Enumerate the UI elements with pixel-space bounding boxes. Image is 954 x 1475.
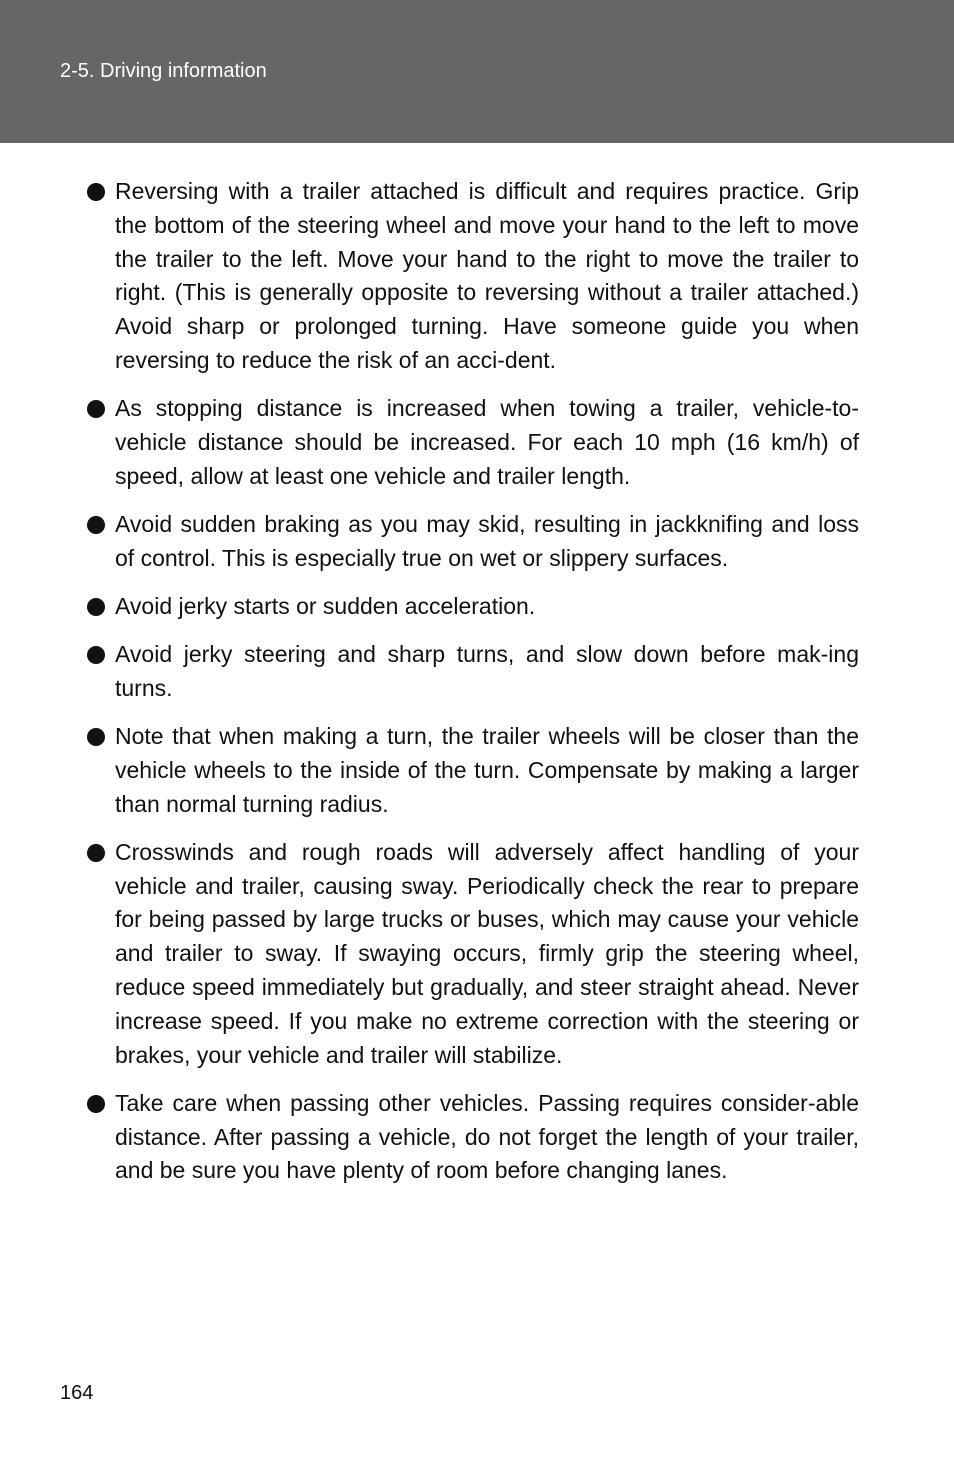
bullet-text: Avoid jerky steering and sharp turns, and slow down before mak-ing turns. xyxy=(115,641,859,701)
header-band xyxy=(0,0,954,143)
bullet-icon xyxy=(87,844,105,862)
page-number: 164 xyxy=(60,1382,94,1404)
bullet-text: Avoid jerky starts or sudden acceleration. xyxy=(115,592,536,619)
section-title: 2-5. Driving information xyxy=(60,60,267,82)
bullet-text: Avoid sudden braking as you may skid, resulting in jackknifing and loss of control. This is especially true on wet or slippery surfaces. xyxy=(115,510,859,571)
bullet-icon xyxy=(87,598,105,616)
list-item xyxy=(86,508,859,576)
bullet-icon xyxy=(87,183,105,201)
bullet-icon xyxy=(87,728,105,746)
bullet-icon xyxy=(87,516,105,534)
bullet-icon xyxy=(87,1095,105,1113)
list-item xyxy=(86,590,859,624)
list-item xyxy=(86,1087,859,1188)
bullet-icon xyxy=(87,400,105,418)
bullet-text: Crosswinds and rough roads will adversely affect handling of your vehicle and trailer, causing sway. Periodically check the rear to prepare for being passed by large trucks or buses, which may cause your vehicle and trailer to sway. If swaying occurs, firmly grip the steering wheel, reduce speed immediately but gradually, and steer straight ahead. Never increase speed. If you make no extreme correction with the steering or brakes, your vehicle and trailer will stabilize. xyxy=(115,838,859,1068)
bullet-text: Note that when making a turn, the trailer wheels will be closer than the vehicle wheels to the inside of the turn. Compensate by making a larger than normal turning radius. xyxy=(115,723,859,817)
list-item xyxy=(86,175,859,378)
list-item xyxy=(86,638,859,706)
bullet-text: Take care when passing other vehicles. Passing requires consider-able distance. After passing a vehicle, do not forget the length of your trailer, and be sure you have plenty of room before changing lanes. xyxy=(115,1089,859,1184)
bullet-icon xyxy=(87,646,105,664)
bullet-text: Reversing with a trailer attached is difficult and requires practice. Grip the bottom of the steering wheel and move your hand to the left to move the trailer to the left. Move your hand to the right to move the trailer to right. (This is generally opposite to reversing without a trailer attached.) Avoid sharp or prolonged turning. Have someone guide you when reversing to reduce the risk of an acci-dent. xyxy=(115,178,859,373)
bullet-list xyxy=(86,175,859,1203)
list-item xyxy=(86,836,859,1073)
list-item xyxy=(86,392,859,493)
list-item xyxy=(86,720,859,821)
bullet-text: As stopping distance is increased when towing a trailer, vehicle-to-vehicle distance should be increased. For each 10 mph (16 km/h) of speed, allow at least one vehicle and trailer length. xyxy=(115,395,859,489)
